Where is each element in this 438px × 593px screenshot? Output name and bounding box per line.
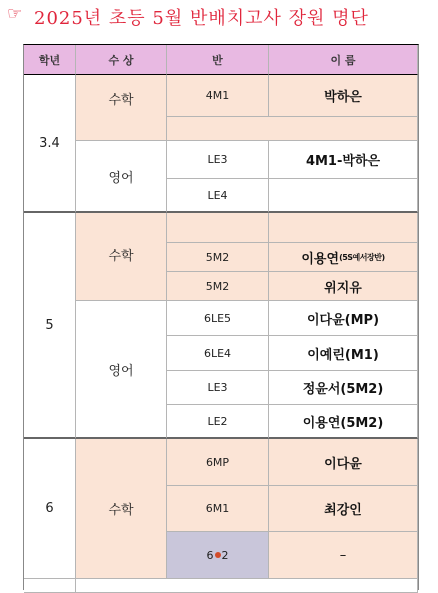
class-cell-empty — [167, 213, 269, 243]
class-cell: 4M1 — [167, 75, 269, 117]
class-cell: LE2 — [167, 405, 269, 439]
row-stub — [76, 579, 418, 593]
header-class: 반 — [167, 45, 269, 75]
subject-math-34: 수학 — [76, 75, 167, 141]
header-award: 수 상 — [76, 45, 167, 75]
name-cell: 이용연(5M2) — [269, 405, 418, 439]
class-prefix: 6 — [206, 548, 214, 562]
empty-merged-cell — [167, 117, 418, 141]
grade-cell-5: 5 — [24, 213, 76, 439]
class-cell: LE4 — [167, 179, 269, 213]
header-name: 이 름 — [269, 45, 418, 75]
class-cell: 6LE5 — [167, 301, 269, 336]
title-text: 2025년 초등 5월 반배치고사 장원 명단 — [34, 8, 369, 29]
class-cell: 6M1 — [167, 486, 269, 532]
name-cell-empty — [269, 213, 418, 243]
class-cell: LE3 — [167, 371, 269, 405]
results-table — [23, 44, 419, 590]
name-cell: 위지유 — [269, 272, 418, 301]
subject-english-5: 영어 — [76, 301, 167, 439]
class-cell: 5M2 — [167, 272, 269, 301]
grade-cell-6: 6 — [24, 439, 76, 579]
pointing-hand-icon: ☞ — [7, 4, 23, 24]
class-cell-selected — [167, 532, 269, 579]
name-cell: 이예린(M1) — [269, 336, 418, 371]
name-cell: 최강인 — [269, 486, 418, 532]
subject-math-6: 수학 — [76, 439, 167, 579]
class-suffix: 2 — [221, 548, 229, 562]
name-cell-empty — [269, 179, 418, 213]
name-text: 이용연 — [301, 251, 340, 267]
name-note: (5S예서장반) — [339, 252, 385, 262]
name-cell: 이다윤(MP) — [269, 301, 418, 336]
class-cell: 6LE4 — [167, 336, 269, 371]
subject-math-5: 수학 — [76, 213, 167, 301]
row-stub — [24, 579, 76, 593]
class-cell: 5M2 — [167, 243, 269, 272]
name-cell: 정윤서(5M2) — [269, 371, 418, 405]
grade-cell-34: 3.4 — [24, 75, 76, 213]
name-cell: – — [269, 532, 418, 579]
class-cell: LE3 — [167, 141, 269, 179]
class-cell: 6MP — [167, 439, 269, 486]
red-dot-icon — [215, 552, 221, 558]
name-cell: 4M1-박하은 — [269, 141, 418, 179]
subject-english-34: 영어 — [76, 141, 167, 213]
name-cell: 이다윤 — [269, 439, 418, 486]
name-cell — [269, 243, 418, 272]
header-grade: 학년 — [24, 45, 76, 75]
page-title — [0, 0, 438, 34]
name-cell: 박하은 — [269, 75, 418, 117]
